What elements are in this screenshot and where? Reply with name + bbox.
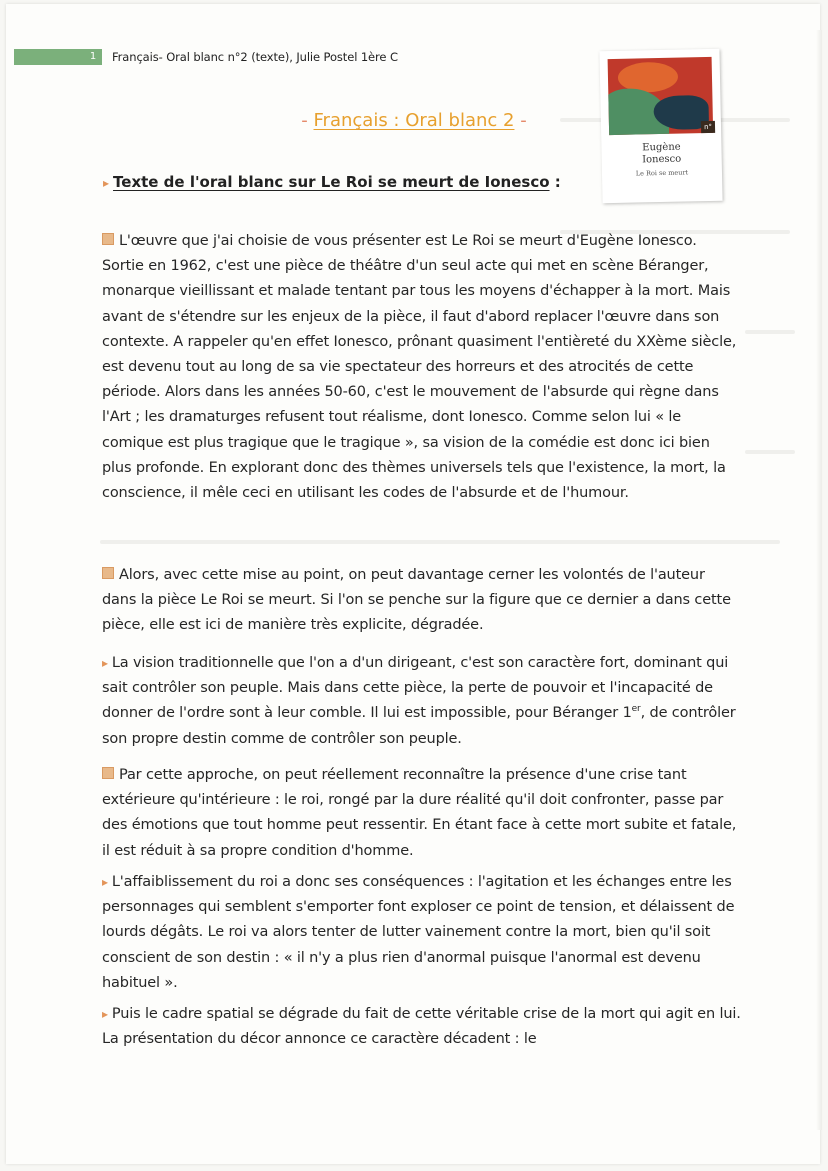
running-header: Français- Oral blanc n°2 (texte), Julie Postel 1ère C [112,50,398,64]
cover-author-last: Ionesco [642,153,682,166]
paragraph-consequences [102,870,742,996]
paragraph-crisis [102,763,742,864]
arrow-bullet-icon: ▸ [102,656,108,670]
paragraph-text: L'affaiblissement du roi a donc ses conséquences : l'agitation et les échanges entre les personnages qui semblent s'emporter font exploser ce point de tension, et délaissent de lourds dégâts. Le roi va alors tenter de lutter vainement contre la mort, bien qu'il soit conscient de son destin : « il n'y a plus rien d'anormal puisque l'anormal est devenu habituel ». [102,874,735,991]
arrow-bullet-icon: ▸ [103,176,110,190]
superscript-er: er [631,704,641,715]
paragraph-text: Alors, avec cette mise au point, on peut davantage cerner les volontés de l'auteur dans la pièce Le Roi se meurt. Si l'on se penche sur la figure que ce dernier a dans cette pièce, elle est ici de manière très explicite, dégradée. [102,567,731,634]
section-heading-text: Texte de l'oral blanc sur Le Roi se meurt de Ionesco [113,173,550,191]
square-bullet-icon [102,233,114,245]
title-dash-right: - [520,110,527,131]
arrow-bullet-icon: ▸ [102,1007,108,1021]
page-number: 1 [89,51,97,62]
paragraph-text: Par cette approche, on peut réellement reconnaître la présence d'une crise tant extérieure qu'intérieure : le roi, rongé par la dure réalité qu'il doit confronter, passe par des émotions que tout homme peut ressentir. En étant face à cette mort subite et fatale, il est réduit à sa propre condition d'homme. [102,767,737,859]
cover-publisher-tag: n° [701,121,715,133]
paragraph-traditional-vision [102,651,742,752]
square-bullet-icon [102,567,114,579]
paragraph-text: Puis le cadre spatial se dégrade du fait de cette véritable crise de la mort qui agit en lui. La présentation du décor annonce ce caractère décadent : le [102,1006,741,1048]
cover-book-title: Le Roi se meurt [635,168,689,178]
paragraph-author-intent [102,563,742,639]
paragraph-spatial-frame [102,1002,742,1052]
paragraph-text: La vision traditionnelle que l'on a d'un dirigeant, c'est son caractère fort, dominant qui sait contrôler son peuple. Mais dans cette pièce, la perte de pouvoir et l'incapacité de donner de l'ordre sont à leur comble. Il lui est impossible, pour Béranger 1 [102,655,729,722]
page-edge-shadow [816,30,822,1130]
section-heading [103,173,561,191]
cover-artwork [608,57,714,135]
paragraph-text-end: , de contrôler son propre destin comme de contrôler son peuple. [102,705,736,747]
cover-author-first: Eugène [642,141,681,154]
title-text: Français : Oral blanc 2 [313,110,515,131]
book-cover-image [599,49,722,203]
bleed-through-line [745,450,795,454]
bleed-through-line [100,540,780,544]
paragraph-text: L'œuvre que j'ai choisie de vous présenter est Le Roi se meurt d'Eugène Ionesco. Sortie en 1962, c'est une pièce de théâtre d'un seul acte qui met en scène Béranger, monarque vieillissant et malade tentant par tous les moyens d'échapper à la mort. Mais avant de s'étendre sur les enjeux de la pièce, il faut d'abord replacer l'œuvre dans son contexte. A rappeler qu'en effet Ionesco, prônant quasiment l'entièreté du XXème siècle, est devenu tout au long de sa vie spectateur des horreurs et des atrocités de cette période. Alors dans les années 50-60, c'est le mouvement de l'absurde qui règne dans l'Art ; les dramaturges refusent tout réalisme, dont Ionesco. Comme selon lui « le comique est plus tragique que le tragique », sa vision de la comédie est donc ici bien plus profonde. En explorant donc des thèmes universels tels que l'existence, la mort, la conscience, il mêle ceci en utilisant les codes de l'absurde et de l'humour. [102,233,737,502]
arrow-bullet-icon: ▸ [102,875,108,889]
section-heading-colon: : [549,173,561,191]
bleed-through-line [745,330,795,334]
cover-author [601,141,721,168]
square-bullet-icon [102,767,114,779]
paragraph-introduction [102,229,742,506]
title-dash-left: - [301,110,308,131]
